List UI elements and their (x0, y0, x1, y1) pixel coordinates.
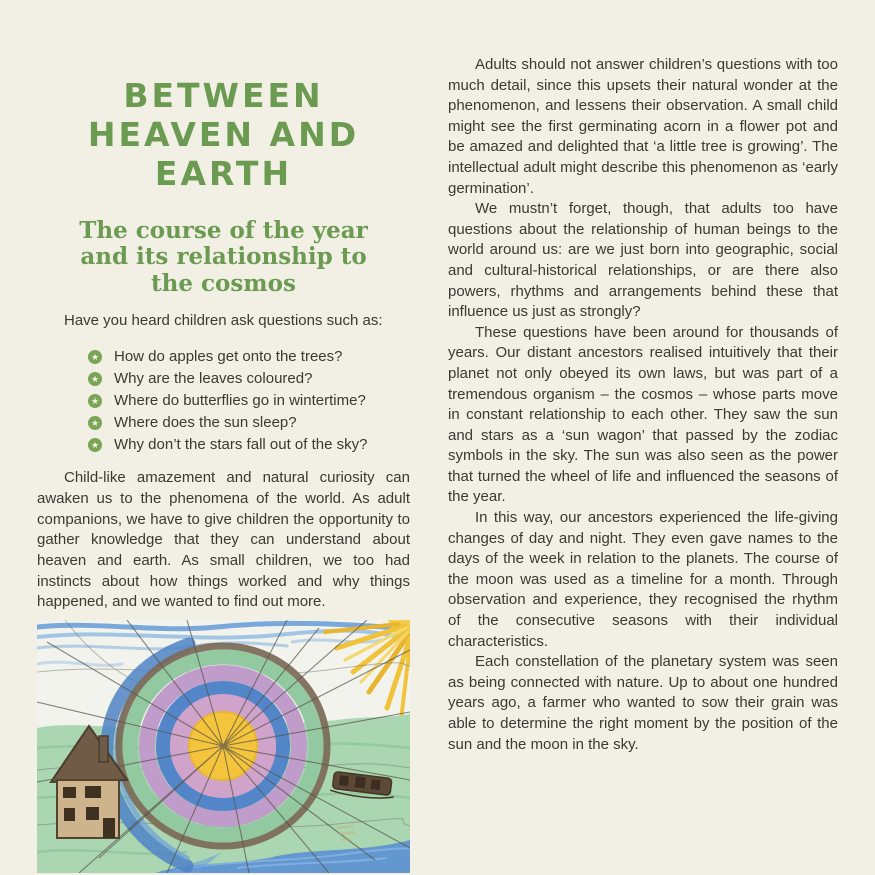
body-paragraph-4: In this way, our ancestors experienced the life-giving changes of day and night. They even gave names to the days of the week in relation to the planets. The course of the moon was used as a timeline for a month. Through observation and experience, they recognised the rhythm of the consecutive seasons with their individual characteristics. (448, 509, 838, 650)
child-drawing-svg (37, 620, 410, 873)
title-line-3: EARTH (154, 153, 293, 193)
title-line-2: HEAVEN AND (87, 114, 360, 154)
star-icon (88, 372, 102, 386)
body-paragraph-1: Adults should not answer children’s questions with too much detail, since this upsets their natural wonder at the phenomenon, and lessens their observation. A small child might see the first germinating acorn in a flower pot and be amazed and delighted that ‘a little tree is growing’. The intellectual adult might describe this phenomenon as ‘early germination’. (448, 56, 838, 197)
left-body-paragraph: Child-like amazement and natural curiosity can awaken us to the phenomena of the world. As adult companions, we have to give children the opportunity to gather knowledge that they can understand about heaven and earth. As small children, we too had instincts about how things worked and why things happened, and we wanted to find out more. (37, 469, 410, 611)
list-item (37, 347, 410, 367)
child-drawing-illustration (37, 620, 410, 873)
page-title (37, 77, 410, 194)
list-item-text: Where do butterflies go in wintertime? (114, 392, 366, 410)
intro-line: Have you heard children ask questions such as: (64, 312, 383, 330)
list-item-text: Where does the sun sleep? (114, 414, 297, 432)
star-icon (88, 394, 102, 408)
body-paragraph-3: These questions have been around for thousands of years. Our distant ancestors realised intuitively that their planet not only obeyed its own laws, but was part of a tremendous organism – the cosmos – whose parts move in constant relationship to each other. They saw the sun and stars as a ‘sun wagon’ that passed by the zodiac symbols in the sky. The sun was also seen as the power that turned the wheel of life and influenced the seasons of the year. (448, 323, 838, 506)
right-column (448, 55, 838, 755)
list-item-text: Why are the leaves coloured? (114, 370, 313, 388)
title-line-1: BETWEEN (123, 76, 324, 115)
list-item (37, 435, 410, 455)
list-item (37, 413, 410, 433)
star-icon (88, 438, 102, 452)
left-column (37, 55, 410, 613)
body-paragraph-5: Each constellation of the planetary system was seen as being connected with nature. Up to about one hundred years ago, a farmer who wanted to sow their grain was able to determine the right moment by the position of the sun and the moon in the sky. (448, 653, 838, 753)
subtitle-line-2: and its relationship to (80, 243, 367, 271)
list-item-text: Why don’t the stars fall out of the sky? (114, 436, 368, 454)
body-paragraph-2: We mustn’t forget, though, that adults too have questions about the relationship of human beings to the world around us: are we just born into geographic, social and cultural-historical relationships, or are there also powers, rhythms and arrangements behind these that influence us just as strongly? (448, 200, 838, 321)
subtitle-line-3: the cosmos (151, 269, 296, 297)
page-subtitle (37, 218, 410, 297)
list-item (37, 369, 410, 389)
questions-list (37, 347, 410, 455)
list-item-text: How do apples get onto the trees? (114, 348, 343, 366)
list-item (37, 391, 410, 411)
star-icon (88, 416, 102, 430)
subtitle-line-1: The course of the year (79, 216, 368, 244)
star-icon (88, 350, 102, 364)
